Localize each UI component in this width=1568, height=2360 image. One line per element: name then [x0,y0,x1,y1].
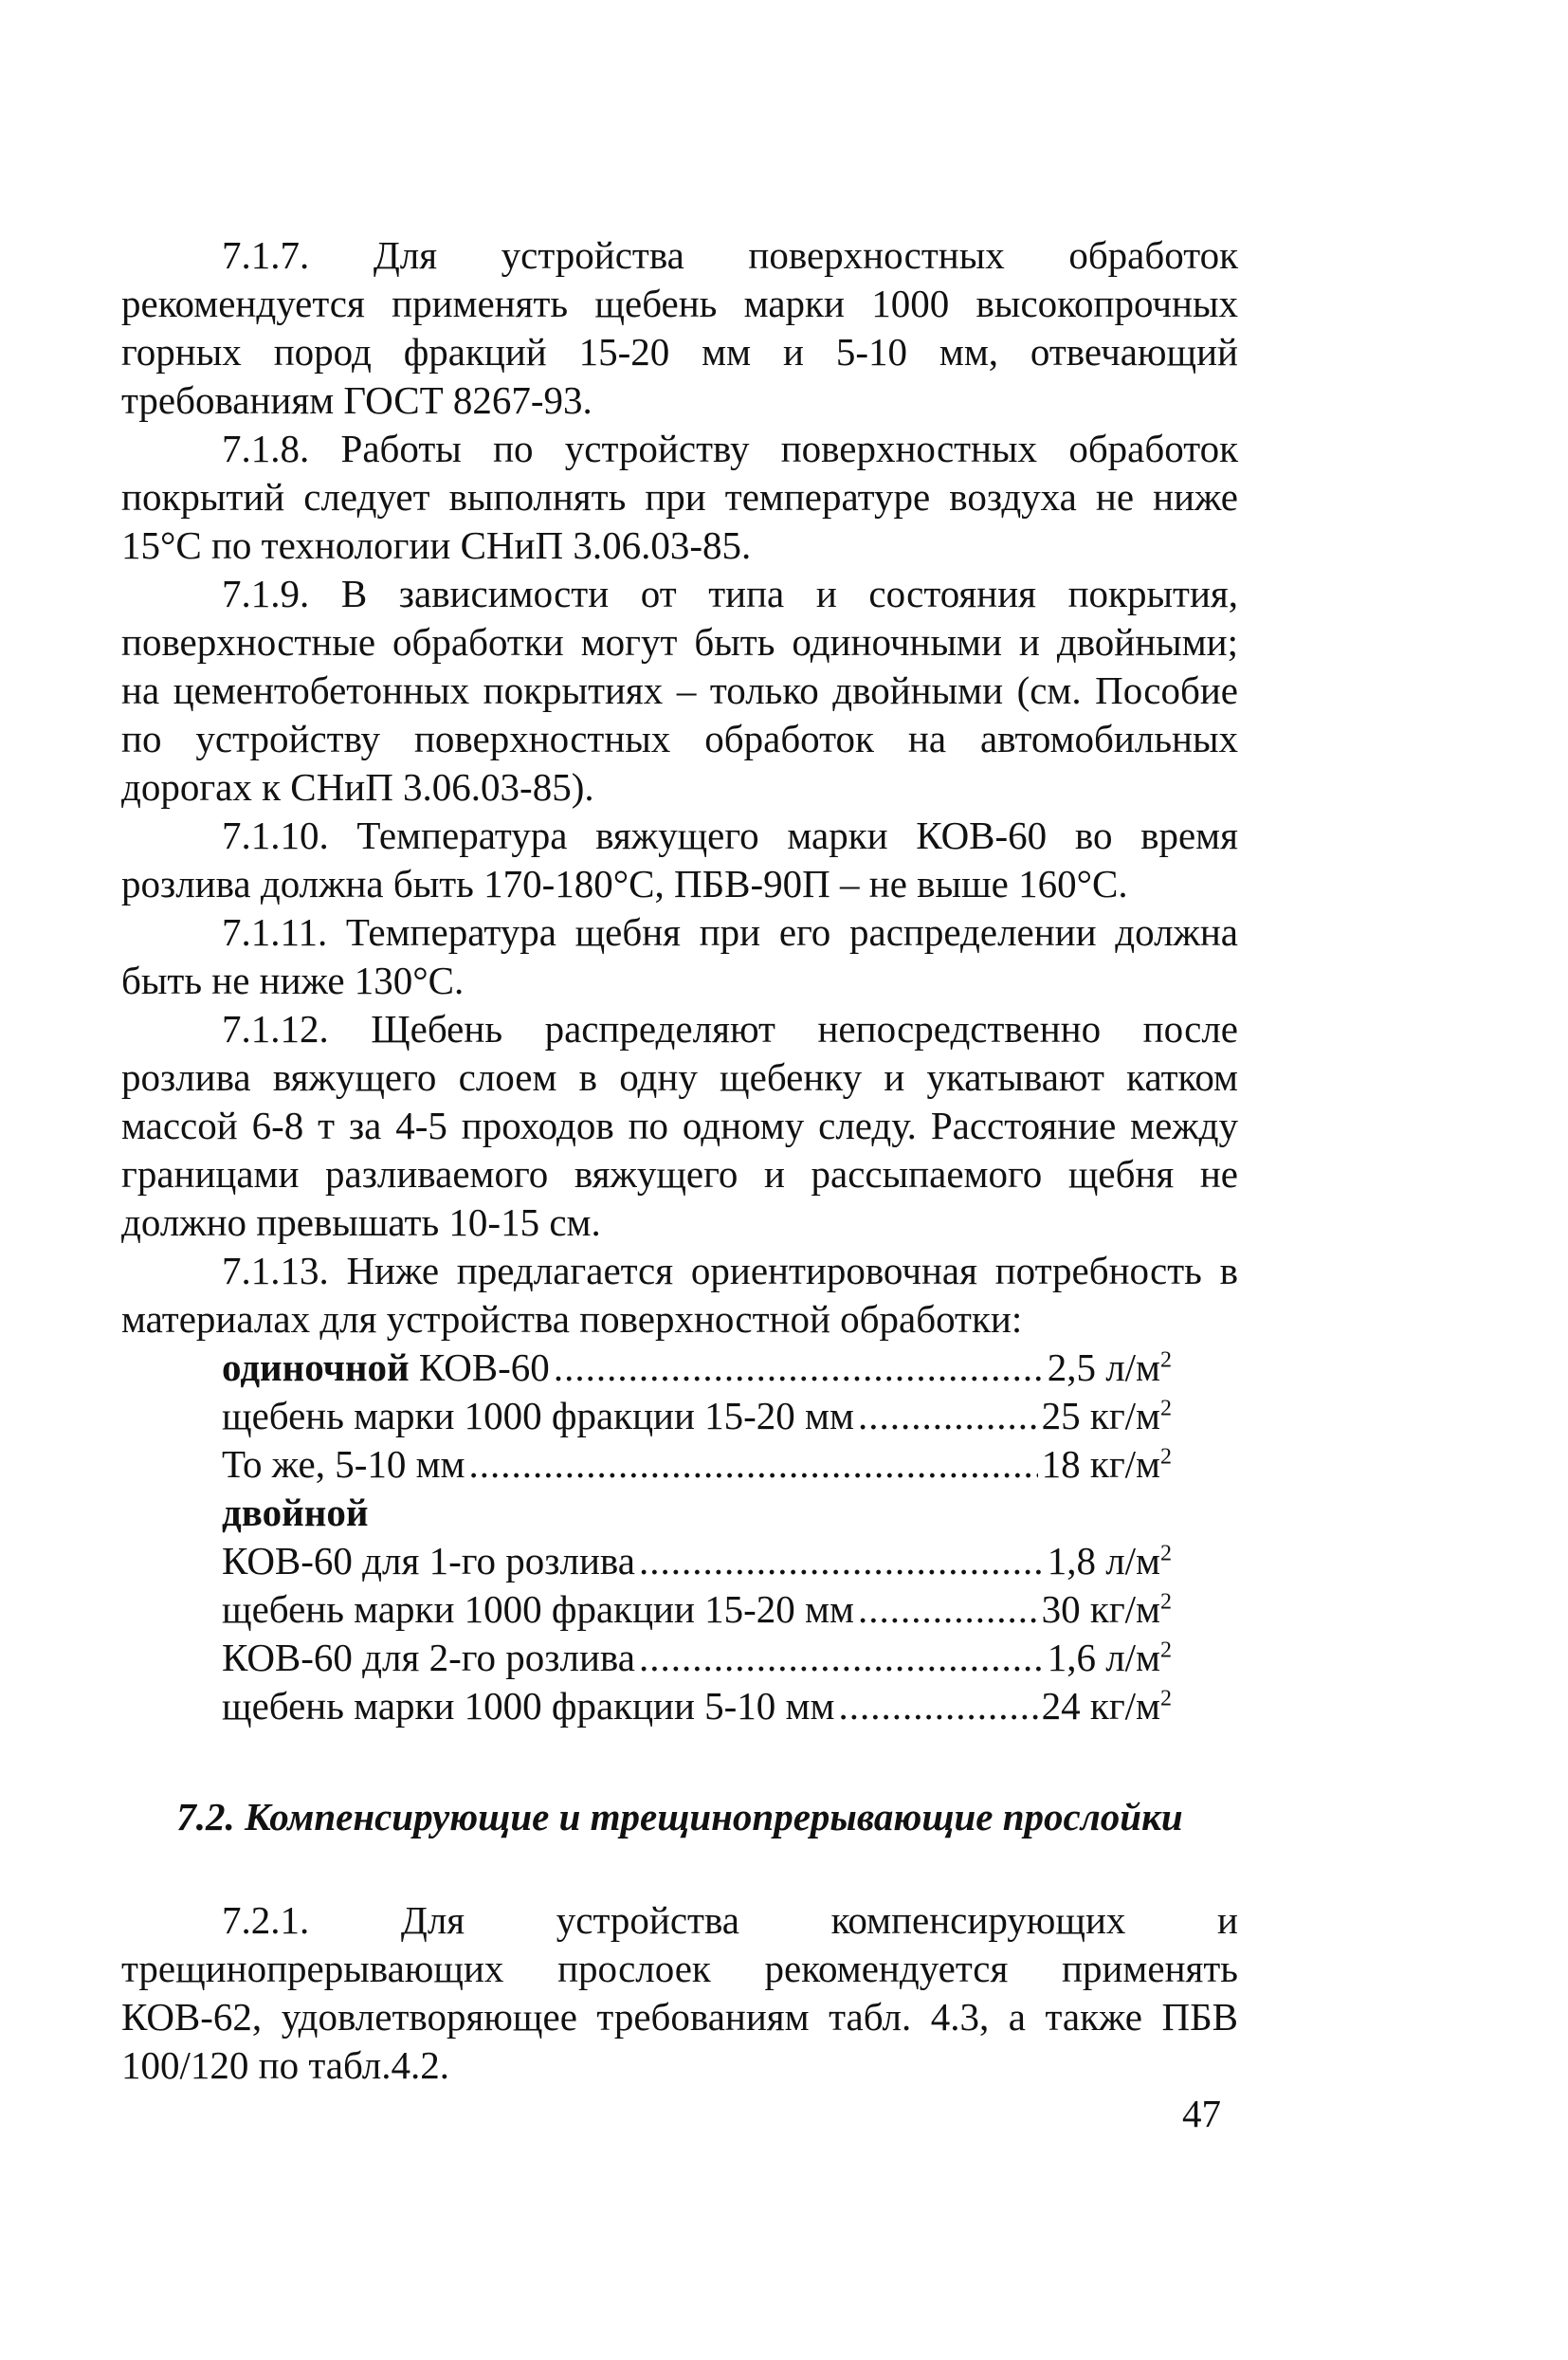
paragraph-7-1-12: 7.1.12. Щебень распределяют непосредственно после розлива вяжущего слоем в одну щебенку и укатывают катком массой 6-8 т за 4-5 проходов по одному следу. Расстояние между границами разливаемого вяжущего и рассыпаемого щебня не должно превышать 10-15 см. [121,1007,1238,1244]
material-row [222,1392,1172,1440]
material-label: КОВ-60 для 1-го розлива [222,1539,635,1582]
material-value-text: 1,6 л/м [1047,1636,1160,1679]
material-label: КОВ-60 для 2-го розлива [222,1636,635,1679]
paragraph-7-1-8: 7.1.8. Работы по устройству поверхностных обработок покрытий следует выполнять при температуре воздуха не ниже 15°С по технологии СНиП 3.06.03-85. [121,427,1238,567]
material-label-text: КОВ-60 [409,1345,550,1389]
unit-exponent: 2 [1160,1637,1172,1663]
paragraph-7-1-7: 7.1.7. Для устройства поверхностных обработок рекомендуется применять щебень марки 1000 высокопрочных горных пород фракций 15-20 мм и 5-10 мм, отвечающий требованиям ГОСТ 8267-93. [121,233,1238,422]
material-value-text: 24 кг/м [1041,1684,1160,1728]
dot-leader [858,1585,1038,1634]
material-row [222,1585,1172,1634]
unit-exponent: 2 [1160,1686,1172,1711]
dot-leader [858,1392,1038,1440]
material-value [1042,1585,1172,1634]
material-row [222,1634,1172,1682]
dot-leader [469,1440,1038,1489]
material-value [1042,1392,1172,1440]
material-value [1042,1440,1172,1489]
material-row [222,1344,1172,1392]
unit-exponent: 2 [1160,1589,1172,1615]
material-value [1042,1682,1172,1730]
material-value-text: 1,8 л/м [1047,1539,1160,1582]
material-value [1048,1634,1172,1682]
page-number: 47 [1182,2092,1221,2135]
dot-leader [554,1344,1044,1392]
material-label: щебень марки 1000 фракции 5-10 мм [222,1684,835,1728]
material-row [222,1537,1172,1585]
materials-list [222,1344,1172,1730]
single-treatment-heading: одиночной [222,1345,410,1389]
unit-exponent: 2 [1160,1444,1172,1470]
material-value-text: 25 кг/м [1041,1394,1160,1437]
unit-exponent: 2 [1160,1396,1172,1421]
double-treatment-heading: двойной [222,1491,369,1534]
material-row [222,1440,1172,1489]
unit-exponent: 2 [1160,1541,1172,1566]
material-value [1048,1344,1172,1392]
material-label: щебень марки 1000 фракции 15-20 мм [222,1587,854,1631]
material-label [222,1344,550,1392]
dot-leader [639,1537,1044,1585]
material-value [1048,1537,1172,1585]
material-value-text: 18 кг/м [1041,1442,1160,1486]
material-row [222,1682,1172,1730]
paragraph-7-1-11: 7.1.11. Температура щебня при его распределении должна быть не ниже 130°С. [121,910,1238,1002]
dot-leader [639,1634,1044,1682]
material-label: То же, 5-10 мм [222,1442,465,1486]
dot-leader [838,1682,1037,1730]
paragraph-7-2-1: 7.2.1. Для устройства компенсирующих и трещинопрерывающих прослоек рекомендуется применять КОВ-62, удовлетворяющее требованиям табл. 4.3, а также ПБВ 100/120 по табл.4.2. [121,1898,1238,2087]
unit-exponent: 2 [1160,1347,1172,1373]
material-value-text: 2,5 л/м [1047,1345,1160,1389]
paragraph-7-1-9: 7.1.9. В зависимости от типа и состояния покрытия, поверхностные обработки могут быть одиночными и двойными; на цементобетонных покрытиях – только двойными (см. Пособие по устройству поверхностных обработок на автомобильных дорогах к СНиП 3.06.03-85). [121,572,1238,809]
material-label: щебень марки 1000 фракции 15-20 мм [222,1394,854,1437]
paragraph-7-1-10: 7.1.10. Температура вяжущего марки КОВ-60 во время розлива должна быть 170-180°С, ПБВ-90П – не выше 160°С. [121,814,1238,906]
material-value-text: 30 кг/м [1041,1587,1160,1631]
paragraph-7-1-13: 7.1.13. Ниже предлагается ориентировочная потребность в материалах для устройства поверхностной обработки: [121,1249,1238,1341]
page-body [121,231,1238,2090]
section-heading: 7.2. Компенсирующие и трещинопрерывающие прослойки [176,1795,1183,1839]
